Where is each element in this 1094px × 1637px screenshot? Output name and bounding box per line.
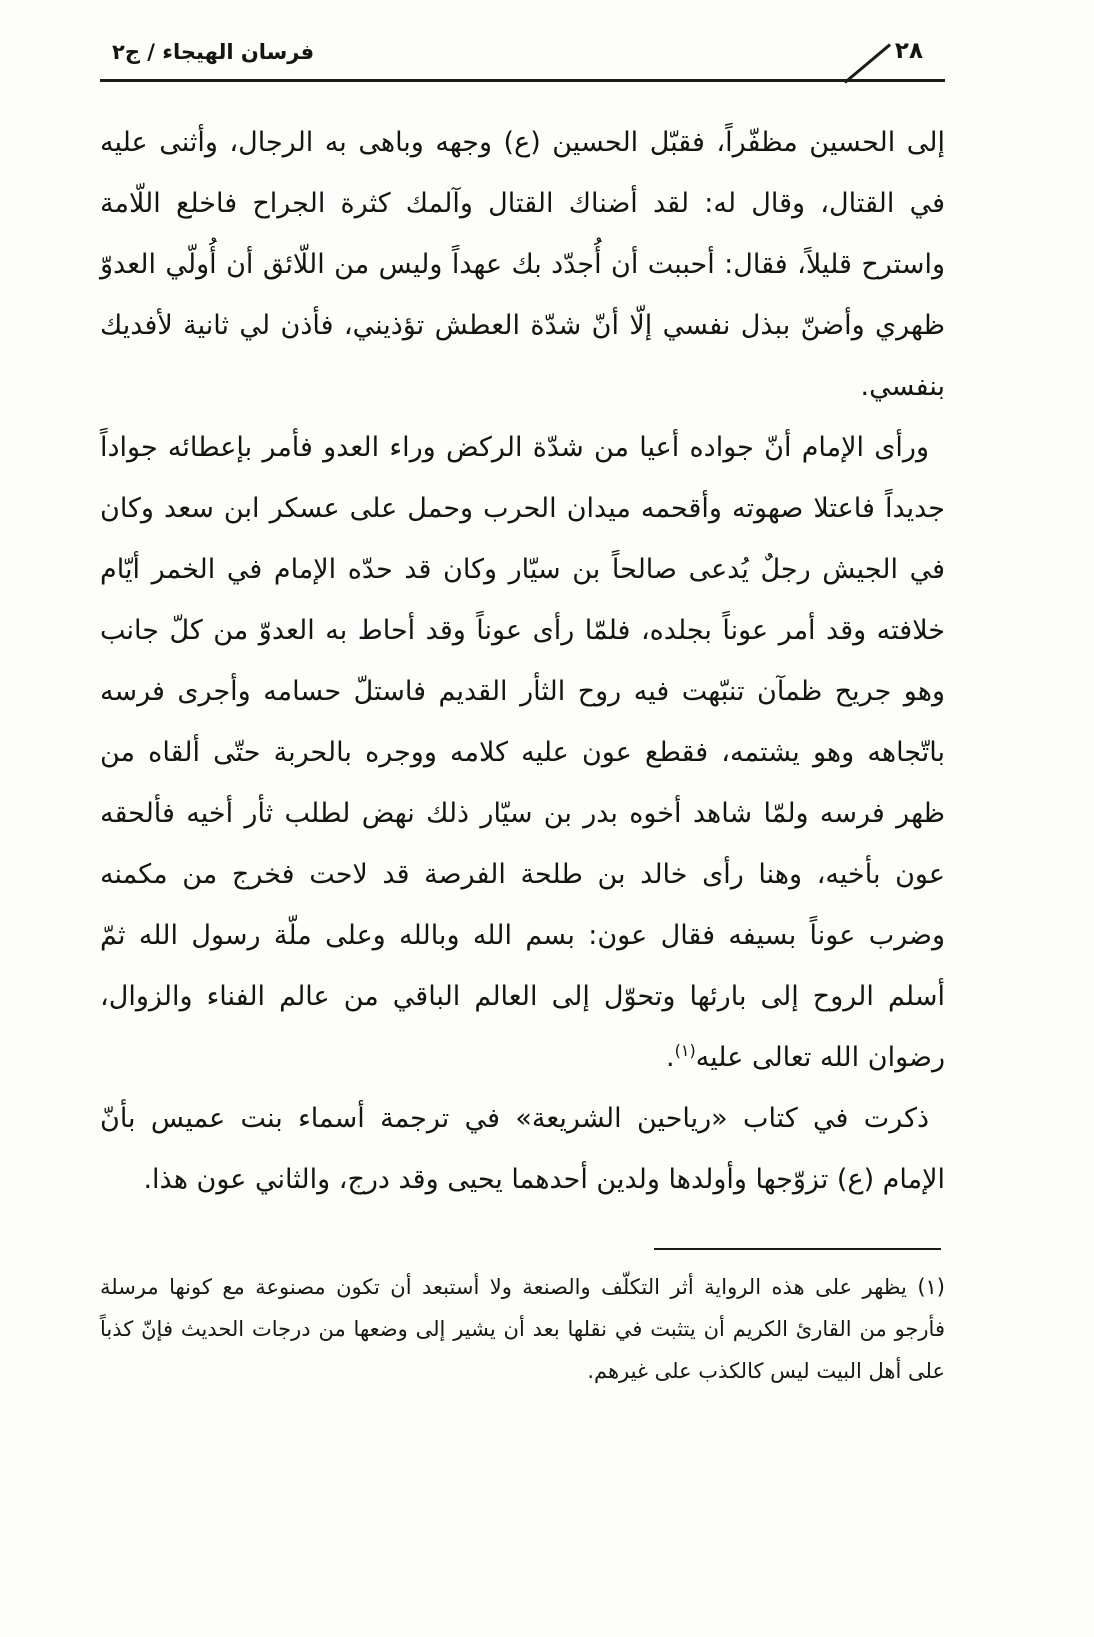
page-number: ٢٨ [894,38,923,64]
book-title: فرسان الهيجاء / ج٢ [112,40,315,64]
page-header [100,38,945,64]
paragraph-1 [100,112,945,417]
footnote-section [100,1248,945,1392]
paragraph-2-tail: . [666,1042,675,1073]
footnote-ref-marker: (١) [674,1041,696,1060]
paragraph-3 [100,1088,945,1210]
header-rule [100,79,945,82]
paragraph-1-text: إلى الحسين مظفّراً، فقبّل الحسين (ع) وجهه وباهى به الرجال، وأثنى عليه في القتال، وقال له: لقد أضناك القتال وآلمك كثرة الجراح فاخلع اللّامة واسترح قليلاً، فقال: أحببت أن أُجدّد بك عهداً وليس من اللّائق أن أُولّي العدوّ ظهري وأضنّ ببذل نفسي إلّا أنّ شدّة العطش تؤذيني، فأذن لي ثانية لأفديك بنفسي. [100,127,945,402]
paragraph-2 [100,417,945,1088]
paragraph-3-text: ذكرت في كتاب «رياحين الشريعة» في ترجمة أسماء بنت عميس بأنّ الإمام (ع) تزوّجها وأولدها ولدين أحدهما يحيى وقد درج، والثاني عون هذا. [100,1103,945,1195]
paragraph-2-text: ورأى الإمام أنّ جواده أعيا من شدّة الركض وراء العدو فأمر بإعطائه جواداً جديداً فاعتلا صهوته وأقحمه ميدان الحرب وحمل على عسكر ابن سعد وكان في الجيش رجلٌ يُدعى صالحاً بن سيّار وكان قد حدّه الإمام في الخمر أيّام خلافته وقد أمر عوناً بجلده، فلمّا رأى عوناً وقد أحاط به العدوّ من كلّ جانب وهو جريح ظمآن تنبّهت فيه روح الثأر القديم فاستلّ حسامه وأجرى فرسه باتّجاهه وهو يشتمه، فقطع عون عليه كلامه ووجره بالحربة حتّى ألقاه من ظهر فرسه ولمّا شاهد أخوه بدر بن سيّار ذلك نهض لطلب ثأر أخيه فألحقه عون بأخيه، وهنا رأى خالد بن طلحة الفرصة قد لاحت فخرج من مكمنه وضرب عوناً بسيفه فقال عون: بسم الله وبالله وعلى ملّة رسول الله ثمّ أسلم الروح إلى بارئها وتحوّل إلى العالم الباقي من عالم الفناء والزوال، رضوان الله تعالى عليه [100,432,945,1073]
body-text [100,112,945,1210]
footnote-text: (١) يظهر على هذه الرواية أثر التكلّف والصنعة ولا أستبعد أن تكون مصنوعة مع كونها مرسلة فأرجو من القارئ الكريم أن يتثبت في نقلها بعد أن يشير إلى وضعها من درجات الحديث فإنّ كذباً على أهل البيت ليس كالكذب على غيرهم. [100,1275,945,1383]
footnote-separator-rule [654,1248,941,1250]
